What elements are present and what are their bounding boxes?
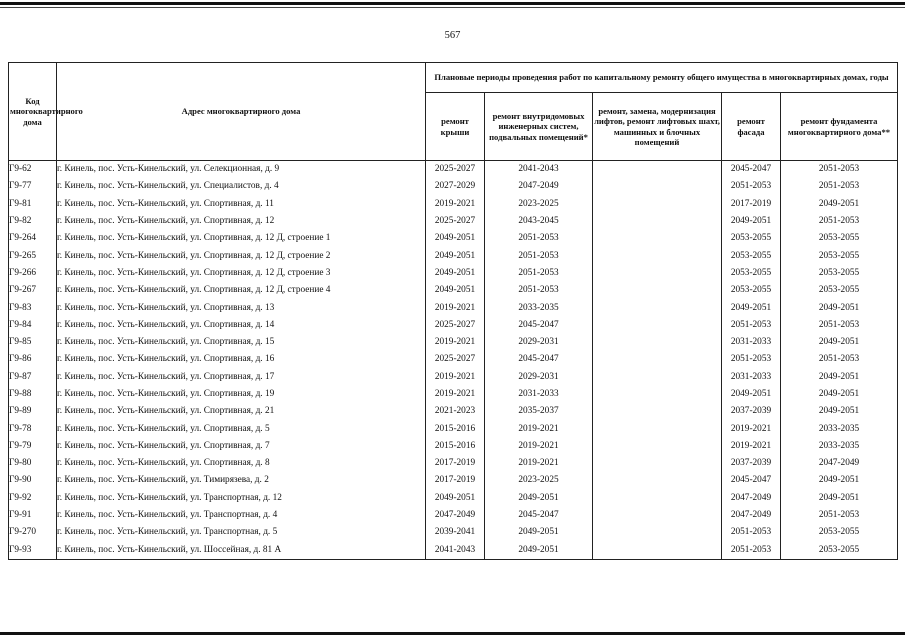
cell-lifts [593,351,722,368]
cell-systems: 2047-2049 [485,178,593,195]
cell-code: Г9-82 [9,213,57,230]
cell-lifts [593,438,722,455]
table-row [9,455,898,472]
table-row [9,490,898,507]
cell-address: г. Кинель, пос. Усть-Кинельский, ул. Спортивная, д. 12 Д, строение 4 [57,282,426,299]
cell-address: г. Кинель, пос. Усть-Кинельский, ул. Спортивная, д. 5 [57,420,426,437]
cell-address: г. Кинель, пос. Усть-Кинельский, ул. Селекционная, д. 9 [57,161,426,179]
cell-code: Г9-86 [9,351,57,368]
cell-facade: 2045-2047 [722,472,781,489]
cell-foundation: 2033-2035 [781,420,898,437]
cell-code: Г9-80 [9,455,57,472]
cell-facade: 2037-2039 [722,455,781,472]
table-row [9,403,898,420]
cell-roof: 2025-2027 [426,213,485,230]
cell-systems: 2049-2051 [485,490,593,507]
cell-systems: 2019-2021 [485,455,593,472]
cell-foundation: 2049-2051 [781,386,898,403]
table-row [9,542,898,560]
cell-systems: 2043-2045 [485,213,593,230]
table-row [9,213,898,230]
header-systems: ремонт внутридомовых инженерных систем, подвальных помещений* [485,93,593,161]
table-row [9,524,898,541]
cell-code: Г9-92 [9,490,57,507]
cell-facade: 2053-2055 [722,230,781,247]
cell-facade: 2017-2019 [722,196,781,213]
cell-roof: 2021-2023 [426,403,485,420]
cell-roof: 2019-2021 [426,334,485,351]
cell-lifts [593,317,722,334]
table-header [9,63,898,161]
cell-lifts [593,196,722,213]
header-code: Код многоквартирного дома [9,63,57,161]
cell-lifts [593,542,722,560]
cell-foundation: 2053-2055 [781,282,898,299]
cell-lifts [593,472,722,489]
cell-systems: 2051-2053 [485,247,593,264]
cell-systems: 2051-2053 [485,282,593,299]
cell-facade: 2031-2033 [722,369,781,386]
table-row [9,282,898,299]
cell-code: Г9-79 [9,438,57,455]
cell-systems: 2031-2033 [485,386,593,403]
cell-code: Г9-90 [9,472,57,489]
cell-address: г. Кинель, пос. Усть-Кинельский, ул. Спортивная, д. 7 [57,438,426,455]
cell-facade: 2053-2055 [722,282,781,299]
cell-lifts [593,299,722,316]
cell-roof: 2019-2021 [426,369,485,386]
cell-address: г. Кинель, пос. Усть-Кинельский, ул. Спортивная, д. 8 [57,455,426,472]
cell-lifts [593,403,722,420]
cell-facade: 2049-2051 [722,386,781,403]
cell-lifts [593,369,722,386]
cell-facade: 2037-2039 [722,403,781,420]
header-facade: ремонт фасада [722,93,781,161]
cell-address: г. Кинель, пос. Усть-Кинельский, ул. Транспортная, д. 12 [57,490,426,507]
cell-facade: 2053-2055 [722,265,781,282]
cell-foundation: 2049-2051 [781,369,898,386]
cell-foundation: 2051-2053 [781,161,898,179]
cell-lifts [593,161,722,179]
header-foundation: ремонт фундамента многоквартирного дома** [781,93,898,161]
cell-facade: 2051-2053 [722,178,781,195]
cell-address: г. Кинель, пос. Усть-Кинельский, ул. Спортивная, д. 12 Д, строение 2 [57,247,426,264]
cell-code: Г9-270 [9,524,57,541]
cell-facade: 2047-2049 [722,490,781,507]
cell-systems: 2049-2051 [485,542,593,560]
table-row [9,420,898,437]
cell-roof: 2019-2021 [426,196,485,213]
cell-code: Г9-84 [9,317,57,334]
cell-code: Г9-265 [9,247,57,264]
cell-code: Г9-85 [9,334,57,351]
cell-facade: 2051-2053 [722,542,781,560]
cell-address: г. Кинель, пос. Усть-Кинельский, ул. Специалистов, д. 4 [57,178,426,195]
cell-systems: 2045-2047 [485,351,593,368]
cell-foundation: 2051-2053 [781,507,898,524]
bottom-rule [0,632,905,635]
table-row [9,317,898,334]
cell-foundation: 2053-2055 [781,265,898,282]
table-row [9,369,898,386]
cell-address: г. Кинель, пос. Усть-Кинельский, ул. Спортивная, д. 12 Д, строение 3 [57,265,426,282]
cell-lifts [593,420,722,437]
cell-lifts [593,386,722,403]
table-body [9,161,898,560]
cell-address: г. Кинель, пос. Усть-Кинельский, ул. Спортивная, д. 17 [57,369,426,386]
cell-roof: 2047-2049 [426,507,485,524]
cell-foundation: 2053-2055 [781,247,898,264]
cell-facade: 2019-2021 [722,438,781,455]
cell-roof: 2049-2051 [426,230,485,247]
table-row [9,299,898,316]
cell-foundation: 2051-2053 [781,317,898,334]
cell-foundation: 2033-2035 [781,438,898,455]
cell-lifts [593,213,722,230]
cell-roof: 2049-2051 [426,490,485,507]
cell-roof: 2017-2019 [426,455,485,472]
table-row [9,178,898,195]
cell-systems: 2045-2047 [485,507,593,524]
cell-code: Г9-87 [9,369,57,386]
cell-roof: 2015-2016 [426,420,485,437]
cell-roof: 2025-2027 [426,351,485,368]
cell-roof: 2027-2029 [426,178,485,195]
cell-roof: 2041-2043 [426,542,485,560]
cell-code: Г9-78 [9,420,57,437]
cell-foundation: 2049-2051 [781,299,898,316]
cell-lifts [593,455,722,472]
cell-code: Г9-89 [9,403,57,420]
cell-facade: 2045-2047 [722,161,781,179]
cell-roof: 2025-2027 [426,317,485,334]
cell-address: г. Кинель, пос. Усть-Кинельский, ул. Спортивная, д. 15 [57,334,426,351]
cell-systems: 2035-2037 [485,403,593,420]
cell-facade: 2031-2033 [722,334,781,351]
cell-systems: 2029-2031 [485,334,593,351]
cell-address: г. Кинель, пос. Усть-Кинельский, ул. Спортивная, д. 19 [57,386,426,403]
cell-systems: 2051-2053 [485,230,593,247]
cell-roof: 2039-2041 [426,524,485,541]
cell-address: г. Кинель, пос. Усть-Кинельский, ул. Спортивная, д. 13 [57,299,426,316]
cell-address: г. Кинель, пос. Усть-Кинельский, ул. Спортивная, д. 21 [57,403,426,420]
cell-foundation: 2049-2051 [781,196,898,213]
capital-repair-table [8,62,898,560]
table-row [9,351,898,368]
cell-foundation: 2049-2051 [781,490,898,507]
cell-systems: 2051-2053 [485,265,593,282]
cell-foundation: 2051-2053 [781,213,898,230]
table-row [9,161,898,179]
cell-roof: 2049-2051 [426,282,485,299]
cell-systems: 2019-2021 [485,438,593,455]
cell-foundation: 2049-2051 [781,334,898,351]
cell-lifts [593,282,722,299]
header-roof: ремонт крыши [426,93,485,161]
header-periods: Плановые периоды проведения работ по капитальному ремонту общего имущества в многоквартирных домах, годы [426,63,898,93]
cell-facade: 2047-2049 [722,507,781,524]
cell-facade: 2051-2053 [722,524,781,541]
cell-foundation: 2053-2055 [781,524,898,541]
cell-lifts [593,334,722,351]
cell-systems: 2045-2047 [485,317,593,334]
table-row [9,386,898,403]
cell-address: г. Кинель, пос. Усть-Кинельский, ул. Спортивная, д. 12 [57,213,426,230]
cell-systems: 2029-2031 [485,369,593,386]
header-lifts: ремонт, замена, модернизация лифтов, ремонт лифтовых шахт, машинных и блочных помещений [593,93,722,161]
cell-facade: 2019-2021 [722,420,781,437]
cell-foundation: 2049-2051 [781,403,898,420]
cell-lifts [593,265,722,282]
page-number: 567 [444,30,461,41]
top-rule-thin [0,7,905,8]
table-row [9,265,898,282]
cell-lifts [593,490,722,507]
table-row [9,472,898,489]
cell-code: Г9-93 [9,542,57,560]
cell-foundation: 2051-2053 [781,178,898,195]
cell-systems: 2023-2025 [485,196,593,213]
cell-code: Г9-88 [9,386,57,403]
cell-facade: 2049-2051 [722,299,781,316]
cell-code: Г9-91 [9,507,57,524]
header-address: Адрес многоквартирного дома [57,63,426,161]
cell-facade: 2051-2053 [722,351,781,368]
cell-facade: 2051-2053 [722,317,781,334]
cell-roof: 2019-2021 [426,299,485,316]
cell-systems: 2049-2051 [485,524,593,541]
table-row [9,334,898,351]
cell-roof: 2049-2051 [426,265,485,282]
cell-systems: 2041-2043 [485,161,593,179]
cell-foundation: 2051-2053 [781,351,898,368]
cell-foundation: 2053-2055 [781,542,898,560]
cell-lifts [593,230,722,247]
cell-roof: 2017-2019 [426,472,485,489]
cell-address: г. Кинель, пос. Усть-Кинельский, ул. Транспортная, д. 4 [57,507,426,524]
cell-address: г. Кинель, пос. Усть-Кинельский, ул. Тимирязева, д. 2 [57,472,426,489]
cell-code: Г9-264 [9,230,57,247]
cell-lifts [593,507,722,524]
cell-lifts [593,524,722,541]
cell-systems: 2023-2025 [485,472,593,489]
cell-roof: 2015-2016 [426,438,485,455]
cell-facade: 2053-2055 [722,247,781,264]
cell-address: г. Кинель, пос. Усть-Кинельский, ул. Спортивная, д. 12 Д, строение 1 [57,230,426,247]
cell-address: г. Кинель, пос. Усть-Кинельский, ул. Спортивная, д. 14 [57,317,426,334]
cell-code: Г9-62 [9,161,57,179]
cell-systems: 2033-2035 [485,299,593,316]
cell-code: Г9-267 [9,282,57,299]
cell-address: г. Кинель, пос. Усть-Кинельский, ул. Спортивная, д. 11 [57,196,426,213]
table-row [9,507,898,524]
cell-foundation: 2049-2051 [781,472,898,489]
cell-facade: 2049-2051 [722,213,781,230]
table-row [9,247,898,264]
top-rule [0,2,905,5]
table-row [9,196,898,213]
cell-systems: 2019-2021 [485,420,593,437]
cell-lifts [593,247,722,264]
cell-roof: 2025-2027 [426,161,485,179]
cell-code: Г9-77 [9,178,57,195]
cell-code: Г9-83 [9,299,57,316]
cell-address: г. Кинель, пос. Усть-Кинельский, ул. Спортивная, д. 16 [57,351,426,368]
cell-foundation: 2053-2055 [781,230,898,247]
cell-code: Г9-266 [9,265,57,282]
cell-code: Г9-81 [9,196,57,213]
cell-lifts [593,178,722,195]
table-row [9,230,898,247]
cell-roof: 2049-2051 [426,247,485,264]
cell-address: г. Кинель, пос. Усть-Кинельский, ул. Транспортная, д. 5 [57,524,426,541]
cell-address: г. Кинель, пос. Усть-Кинельский, ул. Шоссейная, д. 81 А [57,542,426,560]
table-row [9,438,898,455]
cell-foundation: 2047-2049 [781,455,898,472]
cell-roof: 2019-2021 [426,386,485,403]
